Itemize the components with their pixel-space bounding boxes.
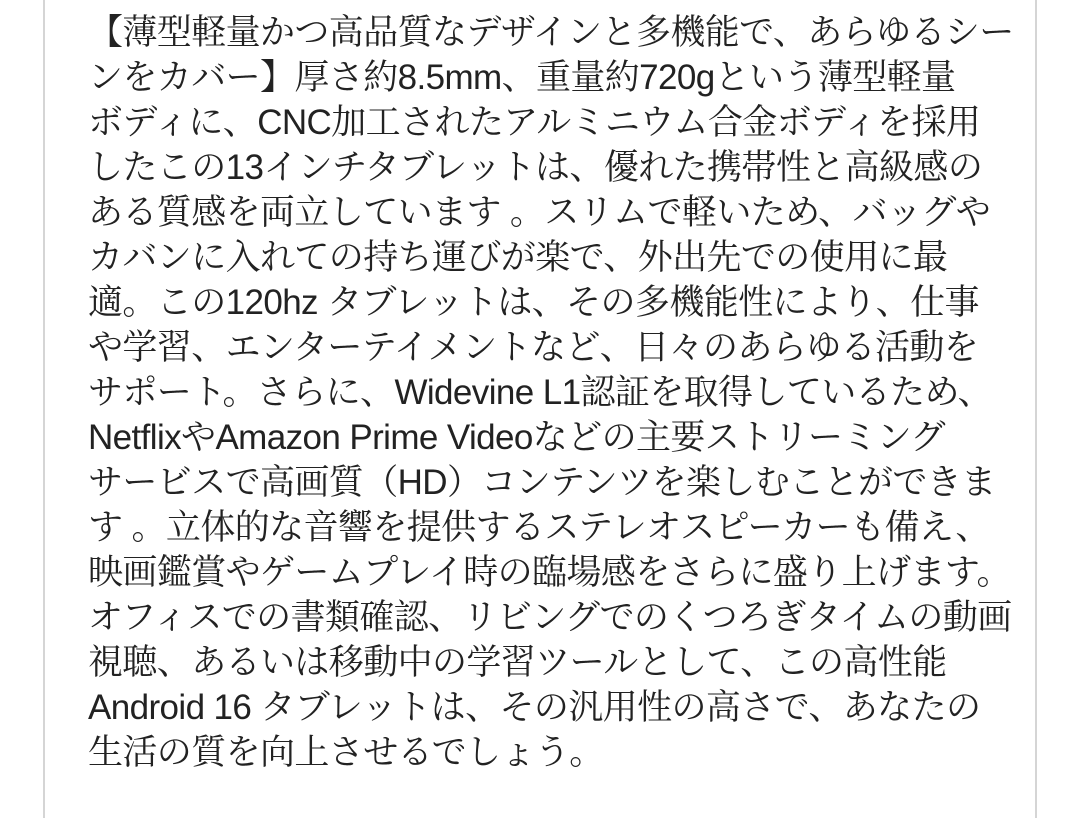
description-line-10: NetflixやAmazon Prime Videoなどの主要ストリーミング — [88, 418, 945, 457]
description-line-5: ある質感を両立しています 。スリムで軽いため、バッグや — [88, 193, 991, 232]
description-line-2: ンをカバー】厚さ約8.5mm、重量約720gという薄型軽量 — [88, 58, 956, 97]
content-left-border — [43, 0, 45, 818]
content-right-border — [1035, 0, 1037, 818]
description-line-6: カバンに入れての持ち運びが楽で、外出先での使用に最 — [88, 238, 948, 277]
description-line-12: す 。立体的な音響を提供するステレオスピーカーも備え、 — [88, 508, 990, 547]
description-line-7: 適。この120hz タブレットは、その多機能性により、仕事 — [88, 283, 979, 322]
description-line-4: したこの13インチタブレットは、優れた携帯性と高級感の — [88, 148, 983, 187]
description-line-3: ボディに、CNC加工されたアルミニウム合金ボディを採用 — [88, 103, 981, 142]
description-line-13: 映画鑑賞やゲームプレイ時の臨場感をさらに盛り上げます。 — [88, 553, 1011, 592]
description-line-11: サービスで高画質（HD）コンテンツを楽しむことができま — [88, 463, 996, 502]
description-line-15: 視聴、あるいは移動中の学習ツールとして、この高性能 — [88, 643, 947, 682]
description-line-8: や学習、エンターテイメントなど、日々のあらゆる活動を — [88, 328, 979, 367]
description-line-17: 生活の質を向上させるでしょう。 — [88, 733, 604, 772]
description-line-14: オフィスでの書類確認、リビングでのくつろぎタイムの動画 — [88, 598, 1012, 637]
description-line-1: 【薄型軽量かつ高品質なデザインと多機能で、あらゆるシー — [88, 13, 1014, 52]
description-line-16: Android 16 タブレットは、その汎用性の高さで、あなたの — [88, 688, 981, 727]
product-description — [88, 10, 1035, 775]
description-line-9: サポート。さらに、Widevine L1認証を取得しているため、 — [88, 373, 992, 412]
